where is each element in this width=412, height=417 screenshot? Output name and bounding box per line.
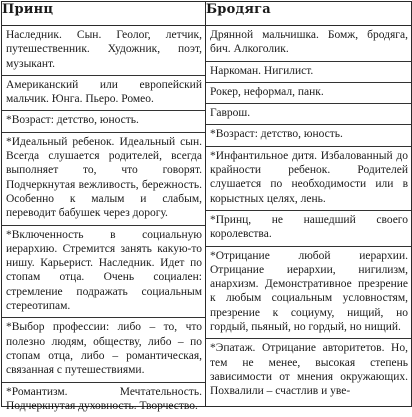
vagabond-items [206, 26, 411, 406]
column-header-prince: Принц [2, 2, 206, 26]
comparison-table [1, 1, 412, 412]
table-cell-item: *Романтизм. Мечтательность. Подчеркнутая духовность. Творчество. [2, 382, 205, 417]
prince-items [2, 26, 205, 412]
table-cell-item: Американский или европейский мальчик. Юнга. Пьеро. Ромео. [2, 75, 205, 111]
table-cell-item: *Отрицание любой иерархии. Отрицание иерархии, нигилизм, анархизм. Демонстративное презрение к любым социальным условностям, презрение к социуму, нищий, но гордый, пьяный, но гордый, но нищий. [206, 246, 411, 339]
table-cell-item: *Инфантильное дитя. Избалованный до крайности ребенок. Родителей слушается по необходимости или в корыстных целях, лень. [206, 146, 411, 210]
table-cell-item: *Возраст: детство, юность. [2, 110, 205, 131]
prince-column-cell [2, 26, 206, 412]
table-cell-item: Дрянной мальчишка. Бомж, бродяга, бич. Алкоголик. [210, 29, 408, 56]
table-cell-item: *Включенность в социальную иерархию. Стремится занять какую-то нишу. Карьерист. Наследник. Идет по стопам отца. Очень социален: стремление подражать социальным стереотипам. [2, 225, 205, 318]
table-cell-item: *Идеальный ребенок. Идеальный сын. Всегда слушается родителей, всегда выполняет то, что говорят. Подчеркнутая вежливость, бережность. Особенно к малым и слабым, переводит бабушек через дорогу. [2, 132, 205, 225]
table-cell-item: Наследник. Сын. Геолог, летчик, путешественник. Художник, поэт, музыкант. [6, 29, 202, 70]
table-cell-item: Наркоман. Нигилист. [206, 61, 411, 82]
header-row [2, 2, 412, 26]
table-cell-item: *Принц, не нашедший своего королевства. [206, 210, 411, 246]
vagabond-column-cell [206, 26, 412, 407]
table-cell-item: Рокер, неформал, панк. [206, 82, 411, 103]
table-cell-item: *Эпатаж. Отрицание авторитетов. Но, тем не менее, высокая степень зависимости от мнения окружающих. Похвалили – счастлив и уве- [206, 338, 411, 402]
table-cell-item: *Возраст: детство, юность. [206, 124, 411, 145]
column-header-vagabond: Бродяга [206, 2, 412, 26]
table-cell-item: *Выбор профессии: либо – то, что полезно людям, обществу, либо – по стопам отца, либо – романтическая, связанная с путешествиями. [2, 317, 205, 381]
table-cell-item: Гаврош. [206, 103, 411, 124]
body-row [2, 26, 412, 407]
